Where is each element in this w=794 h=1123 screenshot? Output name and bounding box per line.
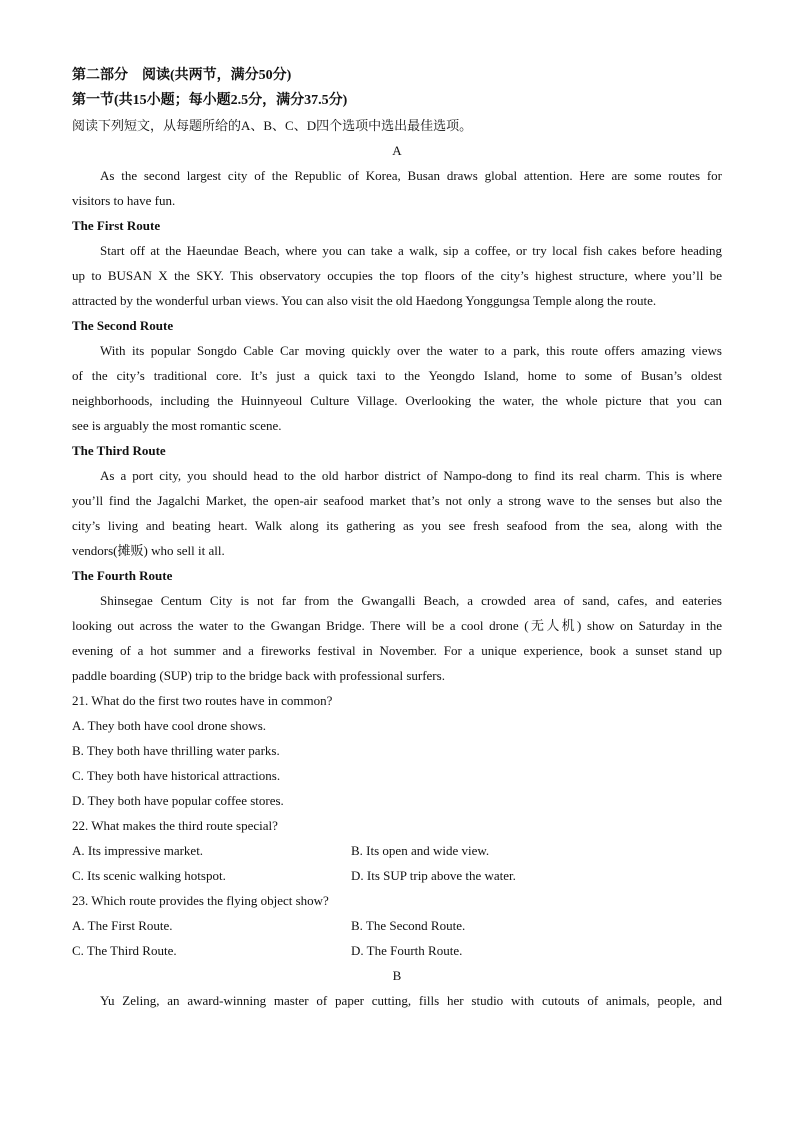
exam-page	[72, 63, 722, 1013]
paragraph-line: Yu Zeling, an award-winning master of paper cutting, fills her studio with cutouts of animals, people, and	[100, 993, 722, 1008]
option-b[interactable]: B. They both have thrilling water parks.	[72, 743, 280, 758]
route-heading: The Fourth Route	[72, 568, 173, 583]
option-c[interactable]: C. The Third Route.	[72, 943, 177, 958]
paragraph-line: paddle boarding (SUP) trip to the bridge back with professional surfers.	[72, 668, 445, 683]
paragraph-line: evening of a hot summer and a fireworks festival in November. For a unique experience, book a sunset stand up	[72, 643, 722, 658]
option-b[interactable]: B. The Second Route.	[351, 918, 466, 933]
option-c[interactable]: C. Its scenic walking hotspot.	[72, 868, 226, 883]
passage-a-label: A	[392, 143, 402, 158]
paragraph-line: up to BUSAN X the SKY. This observatory occupies the top floors of the city’s highest structure, where you’ll be	[72, 268, 722, 283]
paragraph-line: neighborhoods, including the Huinnyeoul Culture Village. Overlooking the water, the whole picture that you can	[72, 393, 722, 408]
paragraph-line: looking out across the water to the Gwangan Bridge. There will be a cool drone (无人机) show on Saturday in the	[72, 618, 722, 633]
paragraph-line: visitors to have fun.	[72, 193, 176, 208]
option-c[interactable]: C. They both have historical attractions.	[72, 768, 281, 783]
paragraph-line: attracted by the wonderful urban views. You can also visit the old Haedong Yonggungsa Temple along the route.	[72, 293, 657, 308]
passage-b-label: B	[392, 968, 402, 983]
option-b[interactable]: B. Its open and wide view.	[351, 843, 490, 858]
route-heading: The Second Route	[72, 318, 174, 333]
option-a[interactable]: A. Its impressive market.	[72, 843, 204, 858]
paragraph-line: As a port city, you should head to the old harbor district of Nampo-dong to find its real charm. This is where	[100, 468, 722, 483]
question-stem: 22. What makes the third route special?	[72, 818, 278, 833]
question-stem: 23. Which route provides the flying object show?	[72, 893, 329, 908]
options-row	[72, 863, 722, 888]
question-stem: 21. What do the first two routes have in common?	[72, 693, 333, 708]
paragraph-line: city’s living and beating heart. Walk along its gathering as you see fresh seafood from the sea, along with the	[72, 518, 722, 533]
paragraph-line: vendors(摊贩) who sell it all.	[72, 543, 225, 558]
option-d[interactable]: D. Its SUP trip above the water.	[351, 868, 516, 883]
option-a[interactable]: A. The First Route.	[72, 918, 173, 933]
paragraph-line: Start off at the Haeundae Beach, where you can take a walk, sip a coffee, or try local fish cakes before heading	[100, 243, 722, 258]
route-heading: The First Route	[72, 218, 161, 233]
section-title: 第一节(共15小题；每小题2.5分，满分37.5分)	[72, 93, 348, 108]
paragraph-line: As the second largest city of the Republic of Korea, Busan draws global attention. Here are some routes for	[100, 168, 722, 183]
part-title: 第二部分 阅读(共两节，满分50分)	[72, 68, 292, 83]
options-row	[72, 913, 722, 938]
paragraph-line: see is arguably the most romantic scene.	[72, 418, 282, 433]
options-row	[72, 938, 722, 963]
route-heading: The Third Route	[72, 443, 166, 458]
options-row	[72, 838, 722, 863]
instruction: 阅读下列短文，从每题所给的A、B、C、D四个选项中选出最佳选项。	[72, 118, 473, 133]
paragraph-line: you’ll find the Jagalchi Market, the open-air seafood market that’s not only a strong wave to the senses but also the	[72, 493, 722, 508]
paragraph-line: With its popular Songdo Cable Car moving quickly over the water to a park, this route offers amazing views	[100, 343, 722, 358]
paragraph-line: Shinsegae Centum City is not far from the Gwangalli Beach, a crowded area of sand, cafes, and eateries	[100, 593, 722, 608]
option-d[interactable]: D. They both have popular coffee stores.	[72, 793, 284, 808]
option-d[interactable]: D. The Fourth Route.	[351, 943, 463, 958]
paragraph-line: of the city’s traditional core. It’s just a quick taxi to the Yeongdo Island, home to some of Busan’s oldest	[72, 368, 722, 383]
option-a[interactable]: A. They both have cool drone shows.	[72, 718, 267, 733]
